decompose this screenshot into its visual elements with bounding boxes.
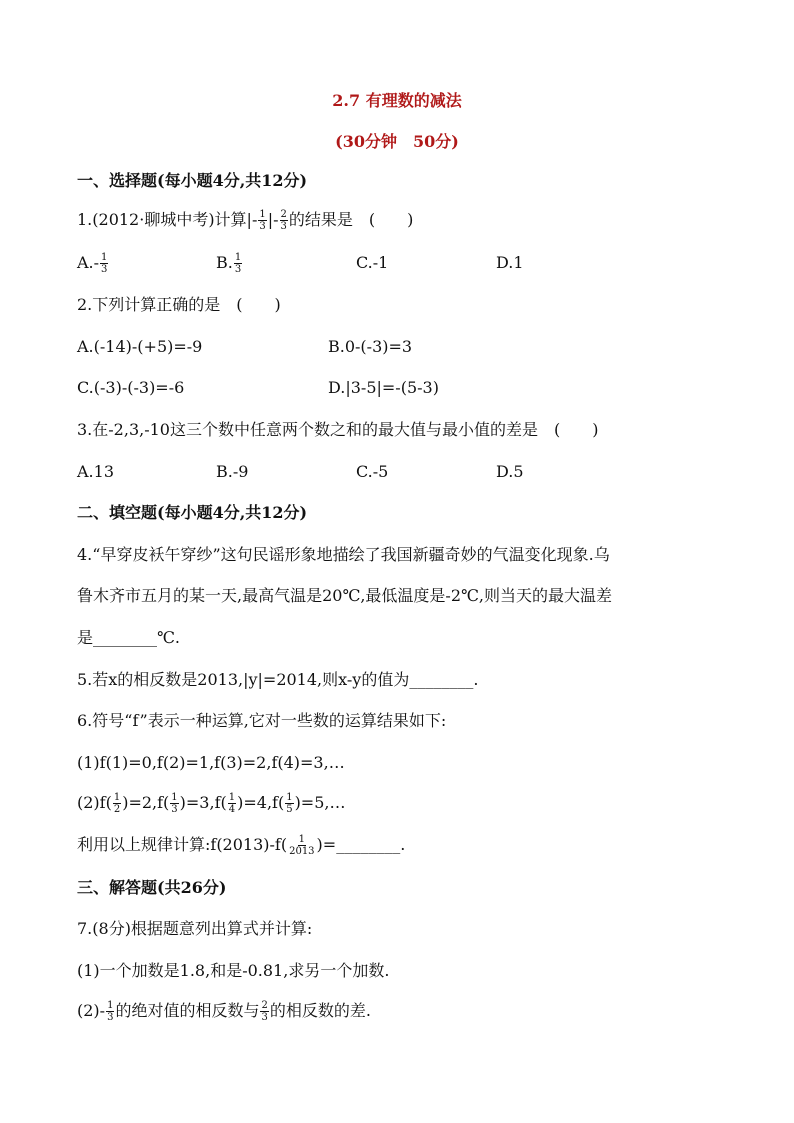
q1-mid: |- xyxy=(267,210,279,229)
fraction: $\frac{1}{2}$ xyxy=(113,792,121,815)
q1-option-a: A.- $\frac{1}{3}$ xyxy=(77,252,108,275)
q1-suffix: 的结果是 ( ) xyxy=(288,210,414,229)
question-7: 7.(8分)根据题意列出算式并计算: xyxy=(77,919,313,938)
question-4-line-2: 鲁木齐市五月的某一天,最高气温是20℃,最低温度是-2℃,则当天的最大温差 xyxy=(77,586,613,605)
question-6-line-1: (1)f(1)=0,f(2)=1,f(3)=2,f(4)=3,… xyxy=(77,753,345,772)
q1-option-d: D.1 xyxy=(496,253,524,272)
question-7-part-1: (1)一个加数是1.8,和是-0.81,求另一个加数. xyxy=(77,961,390,980)
page-title: 2.7 有理数的减法 xyxy=(332,91,462,110)
fraction: $\frac{1}{2013}$ xyxy=(289,834,315,857)
q2-option-c: C.(-3)-(-3)=-6 xyxy=(77,378,185,397)
q1-option-b: B. $\frac{1}{3}$ xyxy=(216,252,242,275)
q2-option-a: A.(-14)-(+5)=-9 xyxy=(77,337,203,356)
fraction: $\frac{1}{3}$ xyxy=(171,792,178,815)
question-3: 3.在-2,3,-10这三个数中任意两个数之和的最大值与最小值的差是 ( ) xyxy=(77,420,599,439)
page-subtitle: (30分钟 50分) xyxy=(335,132,459,151)
question-4-line-1: 4.“早穿皮袄午穿纱”这句民谣形象地描绘了我国新疆奇妙的气温变化现象.乌 xyxy=(77,545,610,564)
section-heading-choice: 一、选择题(每小题4分,共12分) xyxy=(77,171,308,190)
question-6-intro: 6.符号“f”表示一种运算,它对一些数的运算结果如下: xyxy=(77,711,447,730)
fraction: $\frac{2}{3}$ xyxy=(280,209,287,232)
fraction: $\frac{1}{4}$ xyxy=(228,792,236,815)
question-7-part-2: (2)- $\frac{1}{3}$ 的绝对值的相反数与 $\frac{2}{3}$ 的相反数的差. xyxy=(77,1000,371,1023)
question-6-line-2: (2)f( $\frac{1}{2}$ )=2,f( $\frac{1}{3}$ )=3,f( $\frac{1}{4}$ )=4,f( $\frac{1}{5}$ )=5,… xyxy=(77,792,346,815)
q2-option-b: B.0-(-3)=3 xyxy=(328,337,413,356)
q1-prefix: 1.(2012·聊城中考)计算|- xyxy=(77,210,258,229)
fraction: $\frac{1}{3}$ xyxy=(107,1000,114,1023)
section-heading-fill: 二、填空题(每小题4分,共12分) xyxy=(77,503,308,522)
section-heading-solve: 三、解答题(共26分) xyxy=(77,878,227,897)
question-1 xyxy=(77,209,413,232)
question-4-line-3: 是________℃. xyxy=(77,628,180,647)
question-2: 2.下列计算正确的是 ( ) xyxy=(77,295,281,314)
q3-option-b: B.-9 xyxy=(216,462,249,481)
q3-option-a: A.13 xyxy=(77,462,114,481)
q3-option-d: D.5 xyxy=(496,462,524,481)
q3-option-c: C.-5 xyxy=(356,462,389,481)
question-6-line-3: 利用以上规律计算:f(2013)-f( $\frac{1}{2013}$ )=________. xyxy=(77,834,406,857)
q2-option-d: D.|3-5|=-(5-3) xyxy=(328,378,439,397)
fraction: $\frac{1}{5}$ xyxy=(286,792,293,815)
q1-option-c: C.-1 xyxy=(356,253,389,272)
fraction: $\frac{1}{3}$ xyxy=(259,209,266,232)
fraction: $\frac{2}{3}$ xyxy=(261,1000,268,1023)
question-5: 5.若x的相反数是2013,|y|=2014,则x-y的值为________. xyxy=(77,670,479,689)
